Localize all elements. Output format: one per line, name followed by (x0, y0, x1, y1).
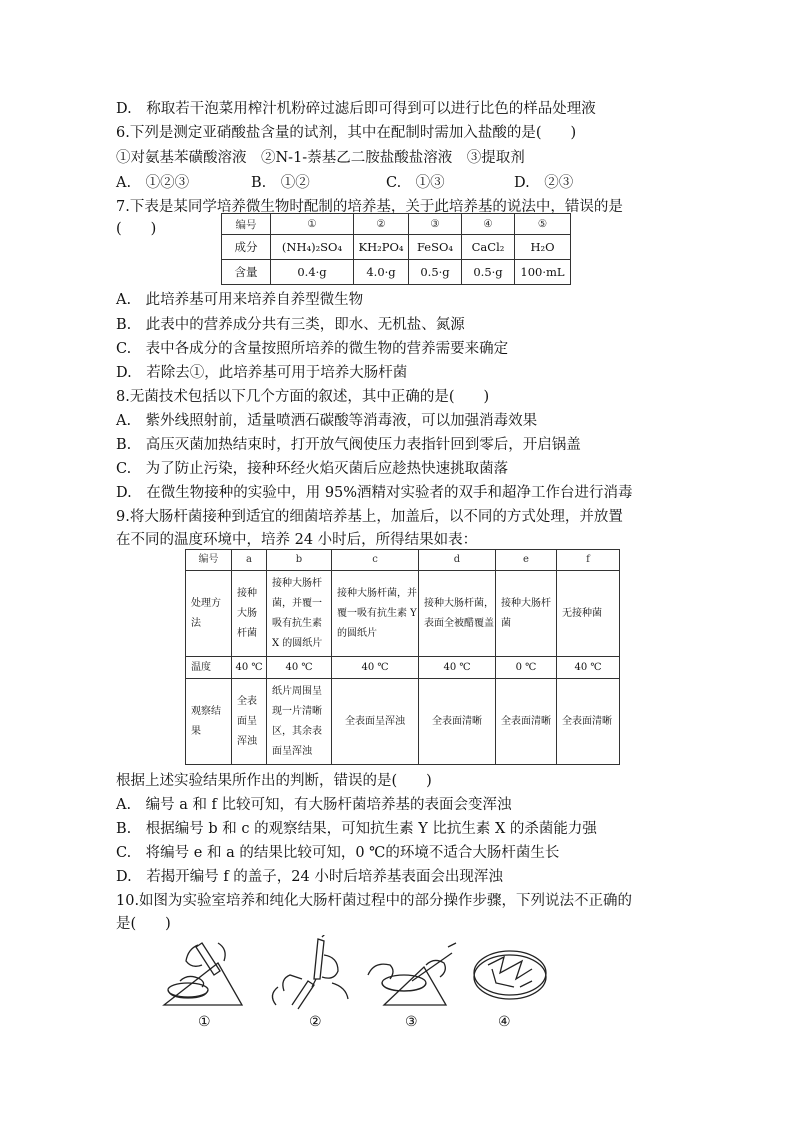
step-4-petri-dish-illustration (470, 935, 552, 1010)
table-cell: 100·mL (515, 260, 571, 285)
q9-stem: 9.将大肠杆菌接种到适宜的细菌培养基上，加盖后，以不同的方式处理，并放置 (116, 509, 623, 525)
figure-label-1: ① (198, 1014, 211, 1030)
table-cell: ① (271, 214, 354, 235)
q9-judge-stem: 根据上述实验结果所作出的判断，错误的是( ) (116, 773, 432, 789)
table-cell: 观察结果 (186, 679, 232, 765)
table-cell: 0 ℃ (496, 657, 557, 679)
figure-label-3: ③ (405, 1014, 418, 1030)
table-row (186, 550, 620, 571)
q6-option-a: A. ①②③ (116, 175, 190, 191)
table-cell: d (419, 550, 496, 571)
q9-option-c: C. 将编号 e 和 a 的结果比较可知，0 ℃的环境不适合大肠杆菌生长 (116, 845, 560, 861)
q7-option-c: C. 表中各成分的含量按照所培养的微生物的营养需要来确定 (116, 341, 509, 357)
table-cell: 4.0·g (354, 260, 409, 285)
q7-medium-table (221, 213, 571, 285)
table-cell: f (557, 550, 620, 571)
q6-option-d: D. ②③ (514, 175, 574, 191)
step-2-test-tube-illustration (262, 935, 354, 1010)
table-cell: 全表面清晰 (496, 679, 557, 765)
table-cell: ③ (409, 214, 462, 235)
q10-stem: 10.如图为实验室培养和纯化大肠杆菌过程中的部分操作步骤，下列说法不正确的 (116, 893, 633, 909)
q7-stem-paren: ( ) (116, 221, 157, 237)
table-cell: 接种大肠杆菌 (232, 571, 267, 657)
table-cell: 全表面呈浑浊 (232, 679, 267, 765)
table-cell: ④ (462, 214, 515, 235)
q8-option-a: A. 紫外线照射前，适量喷洒石碳酸等消毒液，可以加强消毒效果 (116, 413, 538, 429)
table-cell: 编号 (222, 214, 271, 235)
q9-option-b: B. 根据编号 b 和 c 的观察结果，可知抗生素 Y 比抗生素 X 的杀菌能力强 (116, 821, 597, 837)
table-cell: b (267, 550, 332, 571)
table-cell: 纸片周围呈现一片清晰区，其余表面呈浑浊 (267, 679, 332, 765)
table-cell: H₂O (515, 235, 571, 260)
table-cell: 编号 (186, 550, 232, 571)
table-cell: e (496, 550, 557, 571)
table-cell: 含量 (222, 260, 271, 285)
table-cell: 接种大肠杆菌 (496, 571, 557, 657)
table-cell: 0.5·g (462, 260, 515, 285)
q8-option-b: B. 高压灭菌加热结束时，打开放气阀使压力表指针回到零后，开启锅盖 (116, 437, 581, 453)
q6-option-c: C. ①③ (386, 175, 445, 191)
q8-option-c: C. 为了防止污染，接种环经火焰灭菌后应趁热快速挑取菌落 (116, 461, 509, 477)
q9-stem-2: 在不同的温度环境中，培养 24 小时后，所得结果如表： (116, 532, 478, 548)
q6-reagents: ①对氨基苯磺酸溶液 ②N-1-萘基乙二胺盐酸盐溶液 ③提取剂 (116, 150, 525, 166)
table-cell: (NH₄)₂SO₄ (271, 235, 354, 260)
table-cell: 40 ℃ (557, 657, 620, 679)
table-cell: 40 ℃ (332, 657, 419, 679)
table-cell: a (232, 550, 267, 571)
table-row (186, 679, 620, 765)
table-cell: c (332, 550, 419, 571)
table-cell: 全表面清晰 (557, 679, 620, 765)
table-cell: 接种大肠杆菌，并覆一吸有抗生素 X 的圆纸片 (267, 571, 332, 657)
table-row (222, 260, 571, 285)
q7-option-d: D. 若除去①，此培养基可用于培养大肠杆菌 (116, 365, 408, 381)
table-row (222, 235, 571, 260)
table-cell: KH₂PO₄ (354, 235, 409, 260)
q9-option-a: A. 编号 a 和 f 比较可知，有大肠杆菌培养基的表面会变浑浊 (116, 797, 512, 813)
q6-options (116, 173, 573, 193)
figure-label-4: ④ (498, 1014, 511, 1030)
q7-option-b: B. 此表中的营养成分共有三类，即水、无机盐、氮源 (116, 317, 465, 333)
q8-option-d: D. 在微生物接种的实验中，用 95%酒精对实验者的双手和超净工作台进行消毒 (116, 485, 633, 501)
table-row (186, 657, 620, 679)
step-3-streaking-illustration (364, 935, 460, 1010)
table-cell: 接种大肠杆菌，表面全被醋覆盖 (419, 571, 496, 657)
q6-option-b: B. ①② (251, 175, 310, 191)
table-cell: 40 ℃ (267, 657, 332, 679)
figure-label-2: ② (309, 1014, 322, 1030)
table-cell: 全表面呈浑浊 (332, 679, 419, 765)
table-cell: 0.5·g (409, 260, 462, 285)
q8-stem: 8.无菌技术包括以下几个方面的叙述，其中正确的是( ) (116, 389, 490, 405)
table-row (186, 571, 620, 657)
table-cell: 40 ℃ (419, 657, 496, 679)
step-1-pour-plate-illustration (158, 935, 248, 1010)
table-cell: 40 ℃ (232, 657, 267, 679)
table-cell: 全表面清晰 (419, 679, 496, 765)
table-cell: FeSO₄ (409, 235, 462, 260)
q10-stem-2: 是( ) (116, 916, 171, 932)
table-cell: 无接种菌 (557, 571, 620, 657)
table-cell: 接种大肠杆菌，并覆一吸有抗生素 Y 的圆纸片 (332, 571, 419, 657)
q9-option-d: D. 若揭开编号 f 的盖子，24 小时后培养基表面会出现浑浊 (116, 869, 503, 885)
table-cell: ⑤ (515, 214, 571, 235)
table-cell: ② (354, 214, 409, 235)
q7-stem: 7.下表是某同学培养微生物时配制的培养基，关于此培养基的说法中，错误的是 (116, 199, 623, 215)
table-row (222, 214, 571, 235)
table-cell: 温度 (186, 657, 232, 679)
table-cell: 0.4·g (271, 260, 354, 285)
q5-option-d: D. 称取若干泡菜用榨汁机粉碎过滤后即可得到可以进行比色的样品处理液 (116, 101, 596, 117)
q7-option-a: A. 此培养基可用来培养自养型微生物 (116, 292, 364, 308)
q9-results-table (185, 549, 620, 765)
table-cell: 处理方法 (186, 571, 232, 657)
q6-stem: 6.下列是测定亚硝酸盐含量的试剂，其中在配制时需加入盐酸的是( ) (116, 125, 577, 141)
table-cell: CaCl₂ (462, 235, 515, 260)
table-cell: 成分 (222, 235, 271, 260)
